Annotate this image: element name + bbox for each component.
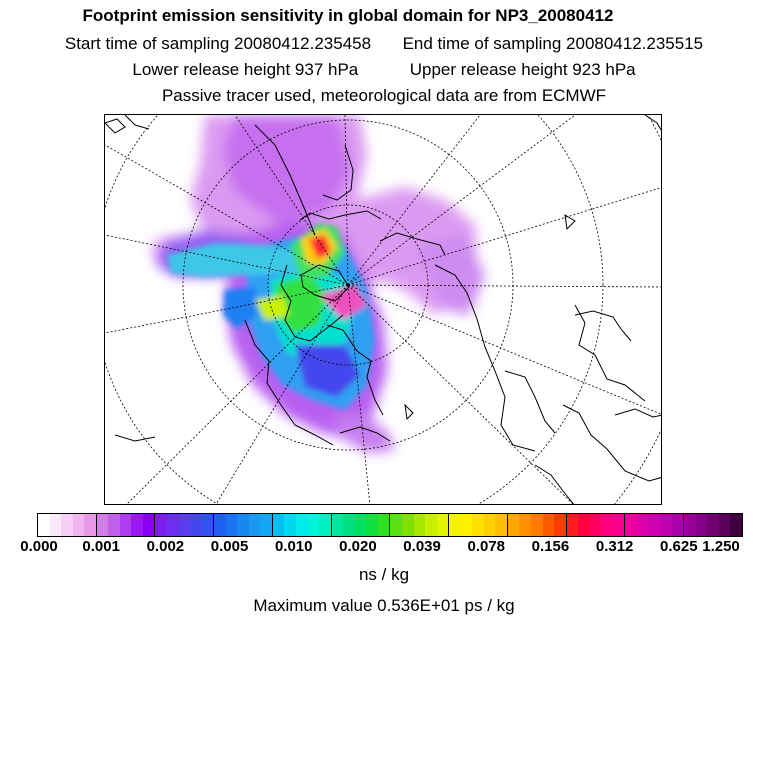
colorbar-segment <box>613 514 626 536</box>
end-time-label: End time of sampling 20080412.235515 <box>402 34 704 53</box>
colorbar-segment <box>237 514 249 536</box>
colorbar-segment <box>508 514 520 536</box>
colorbar-segment <box>355 514 367 536</box>
colorbar-segment <box>319 514 332 536</box>
colorbar-tick-label: 0.010 <box>274 538 313 555</box>
colorbar-segment <box>567 514 579 536</box>
start-time-label: Start time of sampling 20080412.235458 <box>64 34 372 53</box>
colorbar-segment <box>484 514 496 536</box>
colorbar-segment <box>61 514 73 536</box>
colorbar-segment <box>84 514 97 536</box>
colorbar-segment <box>472 514 484 536</box>
colorbar-tick-label: 0.001 <box>82 538 120 555</box>
colorbar-segment <box>437 514 450 536</box>
colorbar-segment <box>707 514 719 536</box>
colorbar-segment <box>73 514 85 536</box>
footprint-map <box>105 115 662 505</box>
colorbar-segment <box>554 514 567 536</box>
colorbar-segment <box>425 514 437 536</box>
colorbar <box>37 513 743 537</box>
colorbar-segment <box>214 514 226 536</box>
colorbar-segment <box>730 514 742 536</box>
map-panel <box>104 114 662 505</box>
colorbar-segment <box>296 514 308 536</box>
colorbar-segment <box>131 514 143 536</box>
colorbar-segment <box>343 514 355 536</box>
colorbar-segment <box>519 514 531 536</box>
colorbar-segment <box>660 514 672 536</box>
colorbar-tick-label: 0.156 <box>531 538 570 555</box>
colorbar-segment <box>378 514 391 536</box>
colorbar-segment <box>179 514 191 536</box>
colorbar-segment <box>590 514 602 536</box>
colorbar-segment <box>414 514 426 536</box>
colorbar-segment <box>531 514 543 536</box>
colorbar-segment <box>672 514 685 536</box>
colorbar-segment <box>449 514 461 536</box>
sensitivity-field <box>151 115 485 453</box>
colorbar-segment <box>495 514 508 536</box>
colorbar-segment <box>202 514 215 536</box>
colorbar-segment <box>50 514 62 536</box>
colorbar-segment <box>108 514 120 536</box>
plot-title: Footprint emission sensitivity in global domain for NP3_20080412 <box>82 6 614 25</box>
lower-release-label: Lower release height 937 hPa <box>132 60 359 79</box>
colorbar-segment <box>38 514 50 536</box>
colorbar-segment <box>390 514 402 536</box>
colorbar-tick-label: 0.005 <box>210 538 249 555</box>
colorbar-segment <box>719 514 731 536</box>
colorbar-tick-label: 0.002 <box>146 538 185 555</box>
maximum-value-label: Maximum value 0.536E+01 ps / kg <box>253 596 515 615</box>
colorbar-segment <box>167 514 179 536</box>
colorbar-tick-label: 1.250 <box>702 538 740 555</box>
colorbar-segment <box>684 514 696 536</box>
colorbar-segment <box>226 514 238 536</box>
colorbar-segment <box>97 514 109 536</box>
colorbar-segment <box>648 514 660 536</box>
release-heights <box>0 60 768 80</box>
colorbar-tick-label: 0.625 <box>660 538 698 555</box>
colorbar-segment <box>461 514 473 536</box>
colorbar-segment <box>637 514 649 536</box>
colorbar-segment <box>308 514 320 536</box>
colorbar-segment <box>625 514 637 536</box>
colorbar-unit: ns / kg <box>358 565 410 584</box>
colorbar-segment <box>402 514 414 536</box>
sampling-times <box>0 34 768 54</box>
colorbar-segment <box>366 514 378 536</box>
colorbar-segment <box>332 514 344 536</box>
colorbar-segment <box>249 514 261 536</box>
colorbar-segment <box>190 514 202 536</box>
colorbar-segment <box>578 514 590 536</box>
colorbar-segment <box>143 514 156 536</box>
colorbar-segment <box>260 514 273 536</box>
colorbar-tick-label: 0.020 <box>339 538 377 555</box>
colorbar-tick-label: 0.078 <box>467 538 506 555</box>
colorbar-segment <box>601 514 613 536</box>
colorbar-tick-label: 0.039 <box>403 538 441 555</box>
tracer-note: Passive tracer used, meteorological data are from ECMWF <box>161 86 607 105</box>
colorbar-segment <box>273 514 285 536</box>
colorbar-segment <box>284 514 296 536</box>
upper-release-label: Upper release height 923 hPa <box>409 60 636 79</box>
colorbar-segment <box>155 514 167 536</box>
colorbar-tick-label: 0.000 <box>20 538 58 555</box>
colorbar-segment <box>120 514 132 536</box>
colorbar-segment <box>543 514 555 536</box>
colorbar-tick-label: 0.312 <box>595 538 634 555</box>
colorbar-segment <box>696 514 708 536</box>
